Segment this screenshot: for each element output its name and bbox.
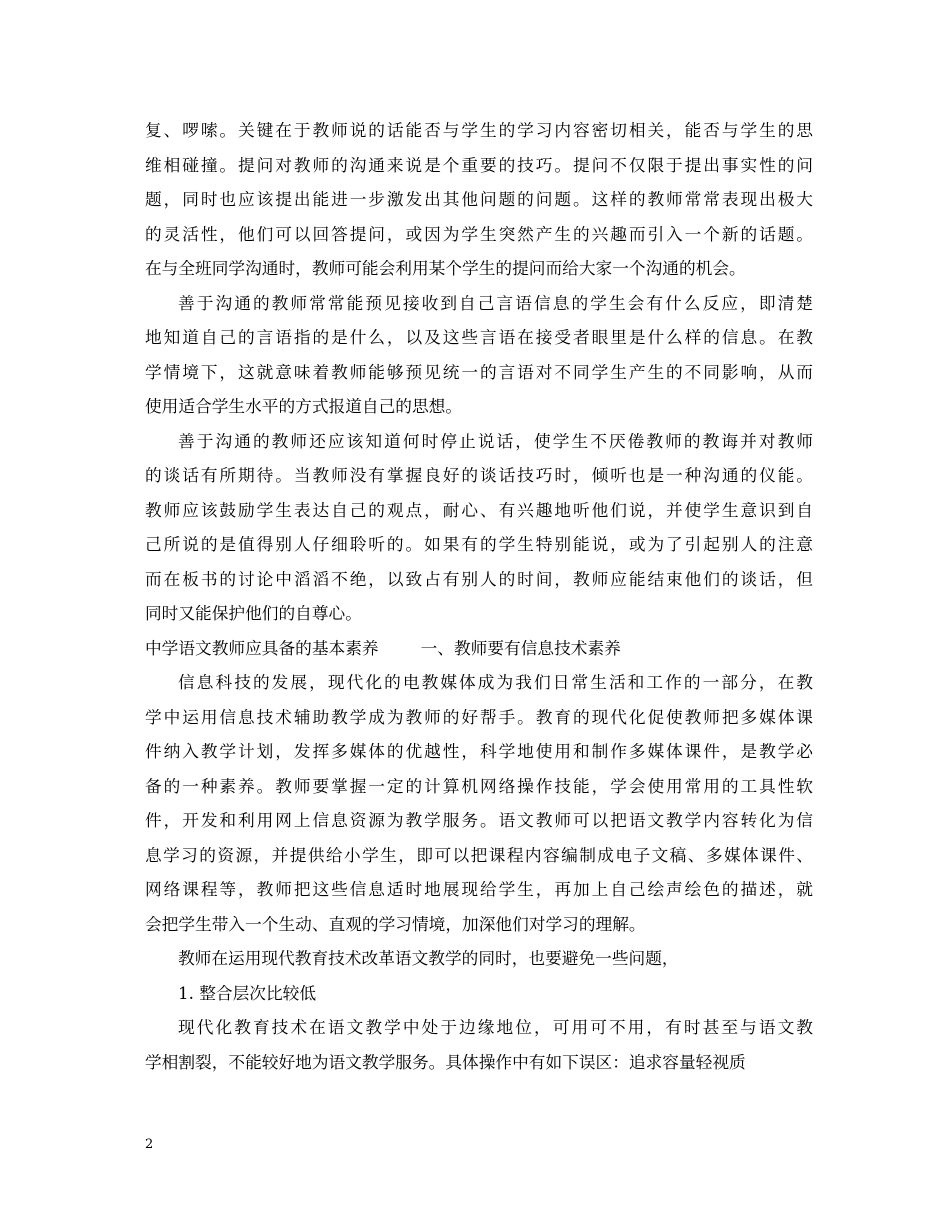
text-line: 在与全班同学沟通时，教师可能会利用某个学生的提问而给大家一个沟通的机会。 (145, 258, 746, 278)
text-line: 息学习的资源，并提供给小学生，即可以把课程内容编制成电子文稿、多媒体课件、 (145, 844, 813, 865)
text-line: 信息科技的发展，现代化的电教媒体成为我们日常生活和工作的一部分，在教 (178, 672, 813, 692)
paragraph-p6 (145, 976, 813, 1011)
paragraph-p7 (145, 1010, 813, 1079)
text-line: 的灵活性，他们可以回答提问，或因为学生突然产生的兴趣而引入一个新的话题。 (145, 223, 813, 244)
text-line: 件，开发和利用网上信息资源为教学服务。语文教师可以把语文教学内容转化为信 (145, 810, 813, 830)
paragraphs-before-heading (145, 113, 813, 631)
text-line: 的谈话有所期待。当教师没有掌握良好的谈话技巧时，倾听也是一种沟通的仪能。 (145, 465, 813, 485)
text-line: 教师在运用现代教育技术改革语文教学的同时，也要避免一些问题， (178, 948, 679, 968)
text-line: 维相碰撞。提问对教师的沟通来说是个重要的技巧。提问不仅限于提出事实性的问 (145, 154, 813, 175)
paragraph-p4 (145, 665, 813, 941)
paragraph-p5 (145, 941, 813, 976)
text-line: 件纳入教学计划，发挥多媒体的优越性，科学地使用和制作多媒体课件，是教学必 (145, 741, 813, 761)
text-line: 地知道自己的言语指的是什么，以及这些言语在接受者眼里是什么样的信息。在教 (145, 327, 813, 347)
text-line: 使用适合学生水平的方式报道自己的思想。 (145, 396, 463, 416)
text-line: 学中运用信息技术辅助教学成为教师的好帮手。教育的现代化促使教师把多媒体课 (145, 706, 813, 727)
text-line: 网络课程等，教师把这些信息适时地展现给学生，再加上自己绘声绘色的描述，就 (145, 879, 813, 899)
text-line: 教师应该鼓励学生表达自己的观点，耐心、有兴趣地听他们说，并使学生意识到自 (145, 499, 813, 520)
text-line: 现代化教育技术在语文教学中处于边缘地位，可用可不用，有时甚至与语文教 (178, 1017, 813, 1037)
text-line: 学情境下，这就意味着教师能够预见统一的言语对不同学生产生的不同影响，从而 (145, 361, 813, 382)
text-line: 题，同时也应该提出能进一步激发出其他问题的问题。这样的教师常常表现出极大 (145, 189, 813, 209)
document-body (145, 113, 813, 1079)
text-line: 会把学生带入一个生动、直观的学习情境，加深他们对学习的理解。 (145, 913, 646, 934)
text-line: 善于沟通的教师常常能预见接收到自己言语信息的学生会有什么反应，即清楚 (178, 292, 813, 313)
text-line: 备的一种素养。教师要掌握一定的计算机网络操作技能，学会使用常用的工具性软 (145, 775, 813, 796)
paragraph-p3 (145, 424, 813, 631)
text-line: 复、啰嗦。关键在于教师说的话能否与学生的学习内容密切相关，能否与学生的思 (145, 120, 813, 140)
text-line: 1. 整合层次比较低 (178, 982, 317, 1003)
text-line: 而在板书的讨论中滔滔不绝，以致占有别人的时间，教师应能结束他们的谈话，但 (145, 568, 813, 589)
text-line: 己所说的是值得别人仔细聆听的。如果有的学生特别能说，或为了引起别人的注意 (145, 534, 813, 554)
text-line: 善于沟通的教师还应该知道何时停止说话，使学生不厌倦教师的教诲并对教师 (178, 430, 813, 451)
section-title: 中学语文教师应具备的基本素养 (145, 637, 379, 658)
paragraph-p1 (145, 113, 813, 286)
text-line: 同时又能保护他们的自尊心。 (145, 603, 362, 623)
paragraph-p2 (145, 286, 813, 424)
paragraphs-after-heading (145, 665, 813, 1079)
text-line: 学相割裂，不能较好地为语文教学服务。具体操作中有如下误区：追求容量轻视质 (145, 1051, 746, 1072)
page-number: 2 (145, 1137, 154, 1152)
section-heading-line (145, 631, 813, 666)
section-subtitle: 一、教师要有信息技术素养 (420, 637, 621, 658)
